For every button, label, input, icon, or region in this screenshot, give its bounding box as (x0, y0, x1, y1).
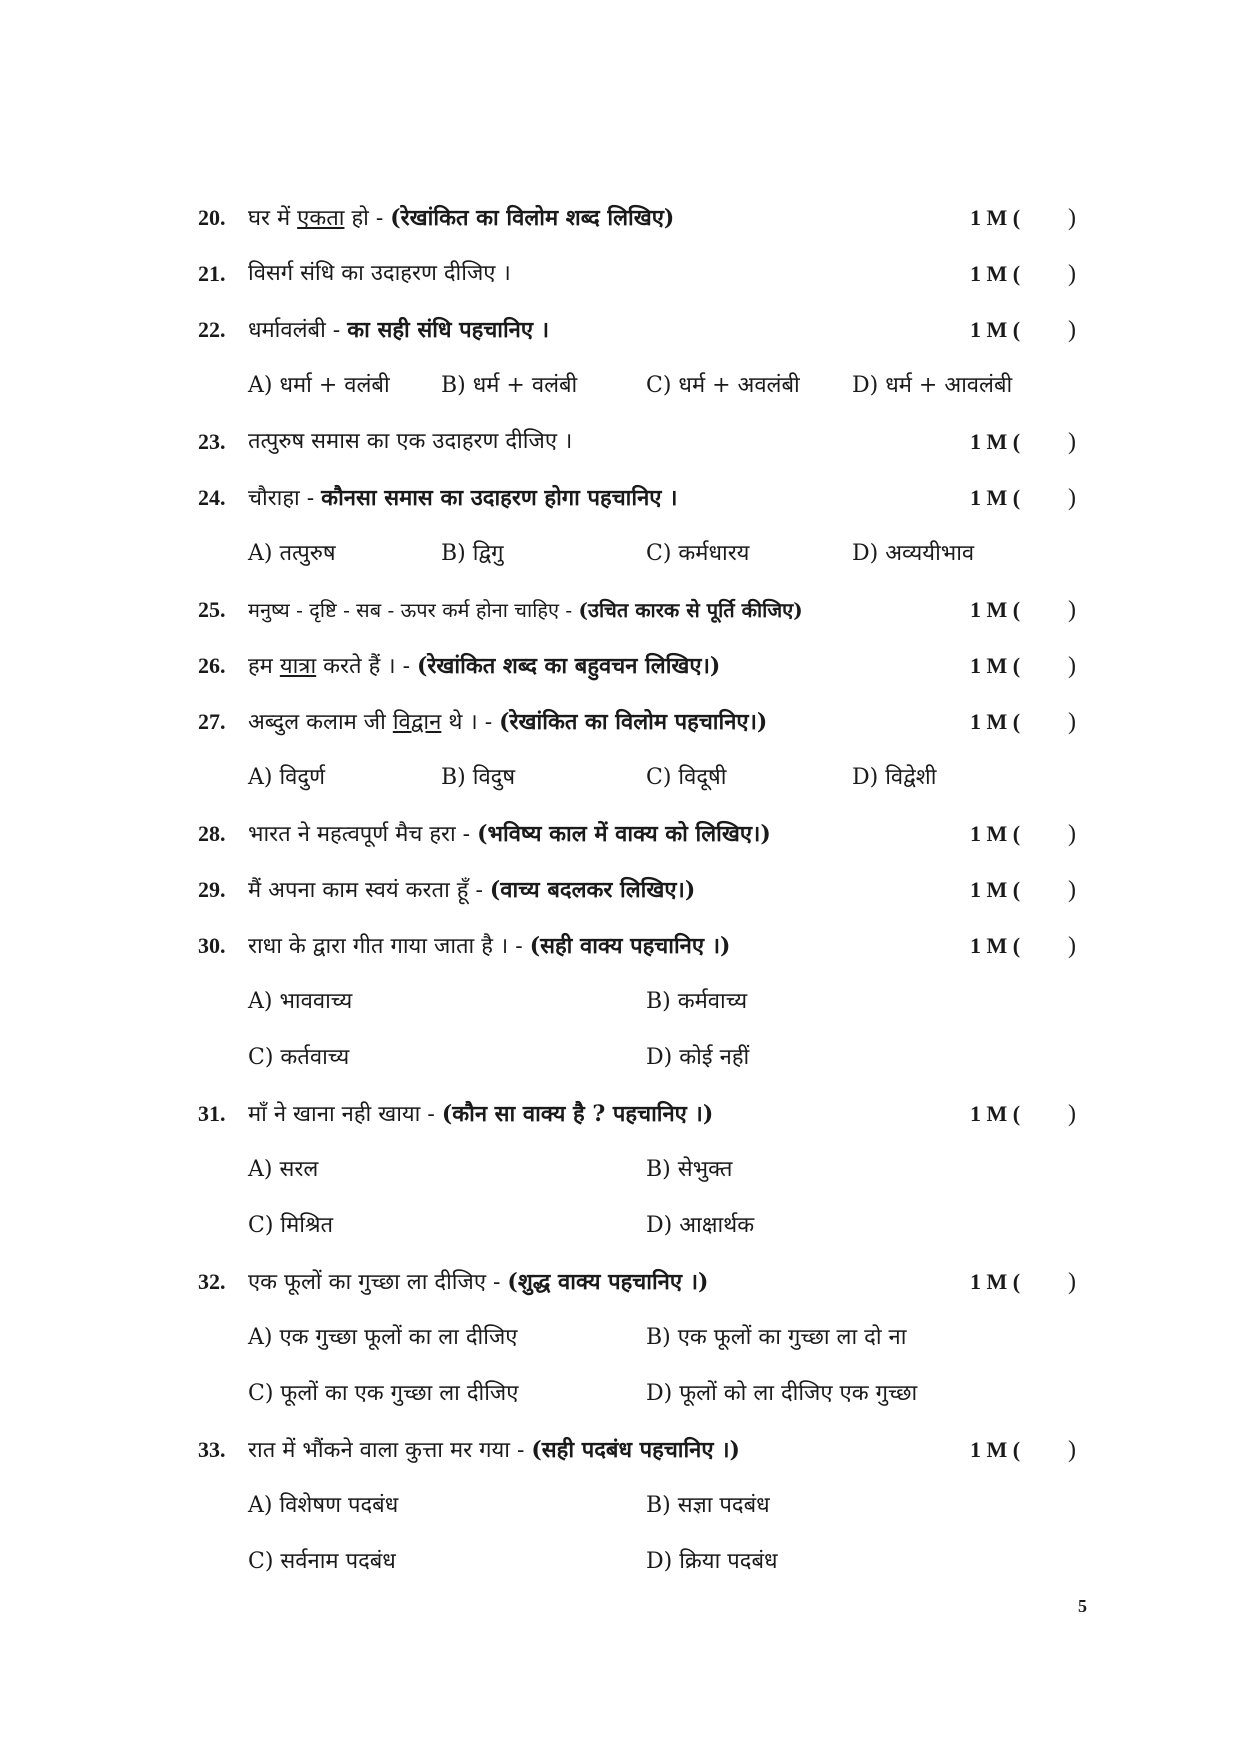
question-text (248, 590, 803, 630)
question-number: 21. (198, 261, 226, 286)
question-number: 28. (198, 821, 226, 846)
question-27 (0, 702, 1241, 742)
question-instruction: (सही पदबंध पहचानिए ।) (531, 1437, 740, 1463)
answer-bracket: ) (1068, 317, 1076, 343)
marks-label: 1 M ( (970, 429, 1021, 454)
underlined-word: यात्रा (279, 654, 317, 679)
question-prefix: विसर्ग संधि का उदाहरण दीजिए । (248, 261, 511, 286)
question-23 (0, 422, 1241, 462)
question-instruction: का सही संधि पहचानिए । (347, 317, 550, 343)
option-b: B) एक फूलों का गुच्छा ला दो ना (646, 1325, 907, 1350)
option-d: D) फूलों को ला दीजिए एक गुच्छा (646, 1381, 918, 1406)
option-c: C) धर्म + अवलंबी (646, 373, 800, 398)
question-prefix: भारत ने महत्वपूर्ण मैच हरा - (248, 822, 478, 847)
option-d: D) अव्ययीभाव (852, 541, 975, 566)
options-row (0, 1038, 1241, 1078)
question-prefix: चौराहा - (248, 486, 322, 511)
options-row (0, 1486, 1241, 1526)
answer-bracket: ) (1068, 205, 1076, 231)
option-b: B) कर्मवाच्य (646, 989, 748, 1014)
question-prefix: हम (248, 654, 280, 679)
question-prefix: मैं अपना काम स्वयं करता हूँ - (248, 878, 490, 903)
question-text (248, 254, 511, 294)
question-instruction: (रेखांकित का विलोम शब्द लिखिए) (390, 205, 675, 231)
question-text (248, 646, 720, 687)
question-text (248, 870, 695, 911)
options-row (0, 1542, 1241, 1582)
option-a: A) धर्मा + वलंबी (248, 373, 390, 398)
question-text (248, 1262, 708, 1303)
question-number: 31. (198, 1101, 226, 1126)
underlined-word: एकता (297, 206, 345, 231)
question-prefix: घर में (248, 206, 298, 231)
question-instruction: (सही वाक्य पहचानिए ।) (529, 933, 731, 959)
marks-label: 1 M ( (970, 261, 1021, 286)
question-prefix: माँ ने खाना नही खाया - (248, 1102, 442, 1127)
question-text (248, 1094, 713, 1135)
options-row (0, 982, 1241, 1022)
marks-label: 1 M ( (970, 1437, 1021, 1462)
question-text (248, 814, 771, 855)
answer-bracket: ) (1068, 261, 1076, 287)
marks-label: 1 M ( (970, 877, 1021, 902)
option-b: B) विदुष (441, 765, 516, 790)
option-c: C) फूलों का एक गुच्छा ला दीजिए (248, 1381, 519, 1406)
marks-label: 1 M ( (970, 821, 1021, 846)
options-row (0, 1318, 1241, 1358)
answer-bracket: ) (1068, 653, 1076, 679)
question-text (248, 422, 572, 462)
question-30 (0, 926, 1241, 966)
option-d: D) विद्वेशी (852, 765, 937, 790)
question-20 (0, 198, 1241, 238)
question-31 (0, 1094, 1241, 1134)
question-text (248, 198, 674, 239)
question-prefix: अब्दुल कलाम जी (248, 710, 393, 735)
option-c: C) मिश्रित (248, 1213, 334, 1238)
marks-label: 1 M ( (970, 597, 1021, 622)
option-b: B) धर्म + वलंबी (441, 373, 578, 398)
option-b: B) द्विगु (441, 541, 504, 566)
question-text (248, 926, 730, 967)
marks-label: 1 M ( (970, 933, 1021, 958)
option-b: B) सेभुक्त (646, 1157, 733, 1182)
question-instruction: (रेखांकित शब्द का बहुवचन लिखिए।) (417, 653, 721, 679)
question-number: 26. (198, 653, 226, 678)
question-number: 25. (198, 597, 226, 622)
question-instruction: (भविष्य काल में वाक्य को लिखिए।) (477, 821, 771, 847)
option-d: D) कोई नहीं (646, 1045, 750, 1070)
question-suffix: हो - (344, 206, 391, 231)
answer-bracket: ) (1068, 1269, 1076, 1295)
question-suffix: करते हैं । - (316, 654, 418, 679)
answer-bracket: ) (1068, 877, 1076, 903)
question-number: 23. (198, 429, 226, 454)
question-number: 33. (198, 1437, 226, 1462)
option-c: C) सर्वनाम पदबंध (248, 1549, 396, 1574)
question-instruction: (वाच्य बदलकर लिखिए।) (489, 877, 696, 903)
question-text (248, 310, 549, 351)
answer-bracket: ) (1068, 485, 1076, 511)
question-28 (0, 814, 1241, 854)
option-d: D) क्रिया पदबंध (646, 1549, 778, 1574)
option-a: A) तत्पुरुष (248, 541, 336, 566)
page-number: 5 (1078, 1596, 1087, 1616)
question-instruction: कौनसा समास का उदाहरण होगा पहचानिए । (321, 485, 678, 511)
answer-bracket: ) (1068, 1437, 1076, 1463)
question-instruction: (शुद्ध वाक्य पहचानिए ।) (507, 1269, 709, 1295)
marks-label: 1 M ( (970, 317, 1021, 342)
answer-bracket: ) (1068, 933, 1076, 959)
question-25 (0, 590, 1241, 630)
underlined-word: विद्वान (392, 710, 442, 735)
question-prefix: रात में भौंकने वाला कुत्ता मर गया - (248, 1438, 532, 1463)
options-row (0, 1150, 1241, 1190)
options-row (0, 758, 1241, 798)
marks-label: 1 M ( (970, 205, 1021, 230)
question-prefix: राधा के द्वारा गीत गाया जाता है । - (248, 934, 530, 959)
question-text (248, 478, 677, 519)
marks-label: 1 M ( (970, 485, 1021, 510)
marks-label: 1 M ( (970, 709, 1021, 734)
option-a: A) विदुर्ण (248, 765, 325, 790)
question-prefix: धर्मावलंबी - (248, 318, 348, 343)
answer-bracket: ) (1068, 597, 1076, 623)
question-instruction: (कौन सा वाक्य है ? पहचानिए ।) (441, 1101, 714, 1127)
option-a: A) सरल (248, 1157, 319, 1182)
answer-bracket: ) (1068, 821, 1076, 847)
question-instruction: (उचित कारक से पूर्ति कीजिए) (578, 598, 803, 622)
option-c: C) कर्तवाच्य (248, 1045, 350, 1070)
question-prefix: तत्पुरुष समास का एक उदाहरण दीजिए । (248, 429, 573, 454)
question-number: 22. (198, 317, 226, 342)
option-c: C) विदूषी (646, 765, 727, 790)
option-d: D) आक्षार्थक (646, 1213, 755, 1238)
option-a: A) एक गुच्छा फूलों का ला दीजिए (248, 1325, 518, 1350)
question-number: 24. (198, 485, 226, 510)
question-number: 27. (198, 709, 226, 734)
question-number: 20. (198, 205, 226, 230)
question-24 (0, 478, 1241, 518)
marks-label: 1 M ( (970, 1269, 1021, 1294)
option-a: A) विशेषण पदबंध (248, 1493, 399, 1518)
answer-bracket: ) (1068, 429, 1076, 455)
options-row (0, 534, 1241, 574)
question-29 (0, 870, 1241, 910)
answer-bracket: ) (1068, 1101, 1076, 1127)
question-21 (0, 254, 1241, 294)
question-number: 32. (198, 1269, 226, 1294)
question-text (248, 702, 767, 743)
marks-label: 1 M ( (970, 1101, 1021, 1126)
option-a: A) भाववाच्य (248, 989, 353, 1014)
question-32 (0, 1262, 1241, 1302)
question-prefix: मनुष्य - दृष्टि - सब - ऊपर कर्म होना चाहिए - (248, 598, 579, 622)
options-row (0, 366, 1241, 406)
question-22 (0, 310, 1241, 350)
question-text (248, 1430, 740, 1471)
question-instruction: (रेखांकित का विलोम पहचानिए।) (499, 709, 768, 735)
question-26 (0, 646, 1241, 686)
marks-label: 1 M ( (970, 653, 1021, 678)
options-row (0, 1206, 1241, 1246)
question-suffix: थे । - (441, 710, 500, 735)
option-c: C) कर्मधारय (646, 541, 750, 566)
question-33 (0, 1430, 1241, 1470)
question-prefix: एक फूलों का गुच्छा ला दीजिए - (248, 1270, 508, 1295)
options-row (0, 1374, 1241, 1414)
answer-bracket: ) (1068, 709, 1076, 735)
question-number: 29. (198, 877, 226, 902)
option-d: D) धर्म + आवलंबी (852, 373, 1013, 398)
option-b: B) सज्ञा पदबंध (646, 1493, 770, 1518)
question-number: 30. (198, 933, 226, 958)
